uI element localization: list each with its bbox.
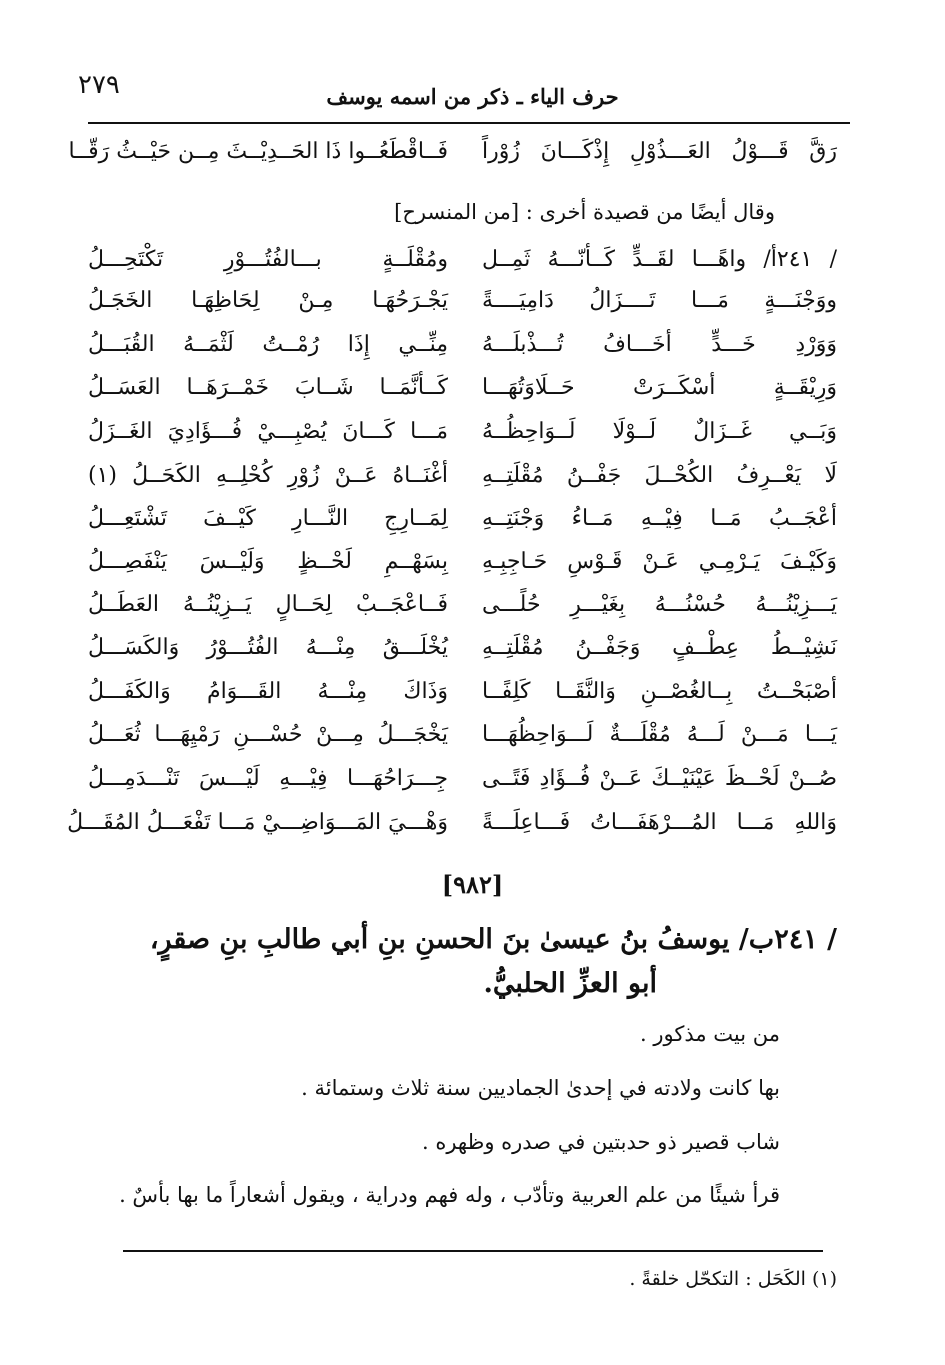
verse-second-hemistich: مِنِّــي إِذَا رُمْــتُ لَثْمَــهُ القُبَـــلُ [88, 332, 448, 357]
verse-row [88, 456, 837, 496]
entry-title-line-2: أبو العزِّ الحلبيُّ. [483, 968, 657, 999]
verse-second-hemistich: يَجْـرَحُهَـا مِـنْ لِحَاظِهَـا الخَجَـلُ [88, 288, 448, 313]
verse-second-hemistich: أغْنَــاهُ عَــنْ زُوْرِ كُحْلِــهِ الكَحَــلُ (١) [88, 463, 448, 488]
verse-row [88, 628, 837, 668]
verse-second-hemistich: كَــأنَّمَــا شَــابَ خَمْــرَهَــا العَسَــلُ [88, 375, 448, 400]
footnote-rule [123, 1250, 823, 1252]
page-number: ٢٧٩ [78, 70, 120, 100]
verse-row [88, 499, 837, 539]
verse-first-hemistich: وَاللهِ مَـــا المُـــرْهَفَـــاتُ فَـــاعِلَـــةً [482, 810, 837, 835]
header-rule [88, 122, 850, 124]
verse-second-hemistich: فَــاقْطَعُــوا ذَا الحَــدِيْــثَ مِــن حَيْــثُ رَقّــا [68, 139, 448, 164]
verse-row [88, 715, 837, 755]
verse-row [88, 368, 837, 408]
verse-first-hemistich: ووَجْنَـــةٍ مَـــا تَــــزَالُ دَامِيَــــةً [482, 288, 837, 313]
verse-first-hemistich: رَقَّ قَـــوْلُ العَـــذُوْلِ إِذْكَـــانَ زُوْراً [482, 139, 837, 164]
verse-second-hemistich: جِـــرَاحُهَـــا فِيْـــهِ لَيْـــسَ تَنْـــدَمِـــلُ [88, 766, 448, 791]
footnote: (١) الكَحَل : التكحّل خلقةً . [629, 1268, 837, 1290]
verse-row [88, 585, 837, 625]
entry-title-line-1: / ٢٤١ب/ يوسفُ بنُ عيسىٰ بنَ الحسنِ بنِ أبي طالبِ بنِ صقرٍ، [149, 924, 837, 955]
verse-second-hemistich: يَخْجَـــلُ مِـــنْ حُسْـــنِ رَمْيِهَـــا ثُعَـــلُ [88, 722, 448, 747]
verse-row [68, 132, 837, 172]
paragraph: من بيت مذكور . [640, 1022, 780, 1046]
verse-row [88, 759, 837, 799]
verse-row [88, 325, 837, 365]
entry-title [85, 918, 837, 1006]
verse-second-hemistich: يُخْلَـــقُ مِنْـــهُ الفُتُـــوْرُ وَالكَسَـــلُ [88, 635, 448, 660]
verse-row [88, 412, 837, 452]
verse-second-hemistich: وَهْـــيَ المَـــوَاضِـــيْ مَـــا تَفْعَـــلُ المُقَـــلُ [67, 810, 448, 835]
verse-row [67, 803, 837, 843]
verse-first-hemistich: لَا يَعْــرِفُ الكُحْــلَ جَفْــنُ مُقْلَتِــهِ [482, 463, 837, 488]
paragraph: شاب قصير ذو حدبتين في صدره وظهره . [421, 1130, 780, 1154]
verse-first-hemistich: يَـــا مَـــنْ لَـــهُ مُقْلَـــةٌ لَـــوَاحِظُهَـــا [482, 722, 837, 747]
paragraph: قرأ شيئًا من علم العربية وتأدّب ، وله فهم ودراية ، ويقول أشعاراً ما بها بأسٌ . [119, 1183, 780, 1207]
verse-first-hemistich: أصْبَحْــتُ بِــالغُصْــنِ وَالنَّقَــا كَلِفًــا [482, 679, 837, 704]
verse-second-hemistich: مَـــا كَـــانَ يُصْبِـــيْ فُـــؤَادِيَ الغَــزَلُ [88, 419, 448, 444]
verse-second-hemistich: لِمَــارِجِ النَّـــارِ كَيْــفَ تَشْتَعِـــلُ [88, 506, 448, 531]
verse-second-hemistich: بِسَهْــمِ لَحْــظٍ وَلَيْــسَ يَنْفَصِـــلُ [88, 549, 448, 574]
verse-second-hemistich: فَــاعْجَــبْ لِحَــالٍ يَــزِيْنُــهُ العَطَــلُ [88, 592, 448, 617]
verse-first-hemistich: وَكَيْـفَ يَـرْمِـي عَـنْ قَـوْسِ حَـاجِبِـهِ [482, 549, 837, 574]
verse-first-hemistich: نَشِيْــطُ عِطْــفٍ وَجَفْــنُ مُقْلَتِــهِ [482, 635, 837, 660]
verse-row [88, 281, 837, 321]
verse-row [88, 240, 837, 280]
running-header: حرف الياء ـ ذكر من اسمه يوسف [326, 84, 619, 109]
verse-first-hemistich: وَبَــي غَــزَالٌ لَــوْلَا لَــوَاحِظُــهُ [482, 419, 837, 444]
verse-first-hemistich: صُــنْ لَحْــظَ عَيْنَيْــكَ عَــنْ فُــؤَادِ فَتًــى [482, 766, 837, 791]
verse-second-hemistich: ومُقْلَــةٍ بـــالفُتُـــوْرِ تَكْتَحِـــلُ [88, 247, 448, 272]
verse-second-hemistich: وَذَاكَ مِنْـــهُ القَـــوَامُ وَالكَفَـــلُ [88, 679, 448, 704]
verse-first-hemistich: / ٢٤١أ/ واهًـــا لقَــدٍّ كَــأنّـــهُ ثَمِــل [482, 247, 838, 272]
verse-row [88, 672, 837, 712]
verse-first-hemistich: وَوَرْدِ خَـــدٍّ أخَـــافُ تُـــذْبلَـــهُ [482, 332, 837, 357]
paragraph: بها كانت ولادته في إحدىٰ الجماديين سنة ثلاث وستمائة . [301, 1076, 780, 1100]
verse-first-hemistich: أعْجَــبُ مَــا فِيْــهِ مَــاءُ وَجْنَتِــهِ [482, 506, 837, 531]
verse-row [88, 542, 837, 582]
verse-first-hemistich: يَـــزِيْنُـــهُ حُسْنُـــهُ بِغَيْـــرِ حُلًـــى [482, 592, 837, 617]
section-number: [٩٨٢] [441, 870, 504, 899]
poem-intro: وقال أيضًا من قصيدة أخرى : [من المنسرح] [394, 200, 775, 224]
verse-first-hemistich: وَرِيْقَــةٍ أسْكَــرَتْ حَــلَاوَتُهَـــا [482, 375, 837, 400]
